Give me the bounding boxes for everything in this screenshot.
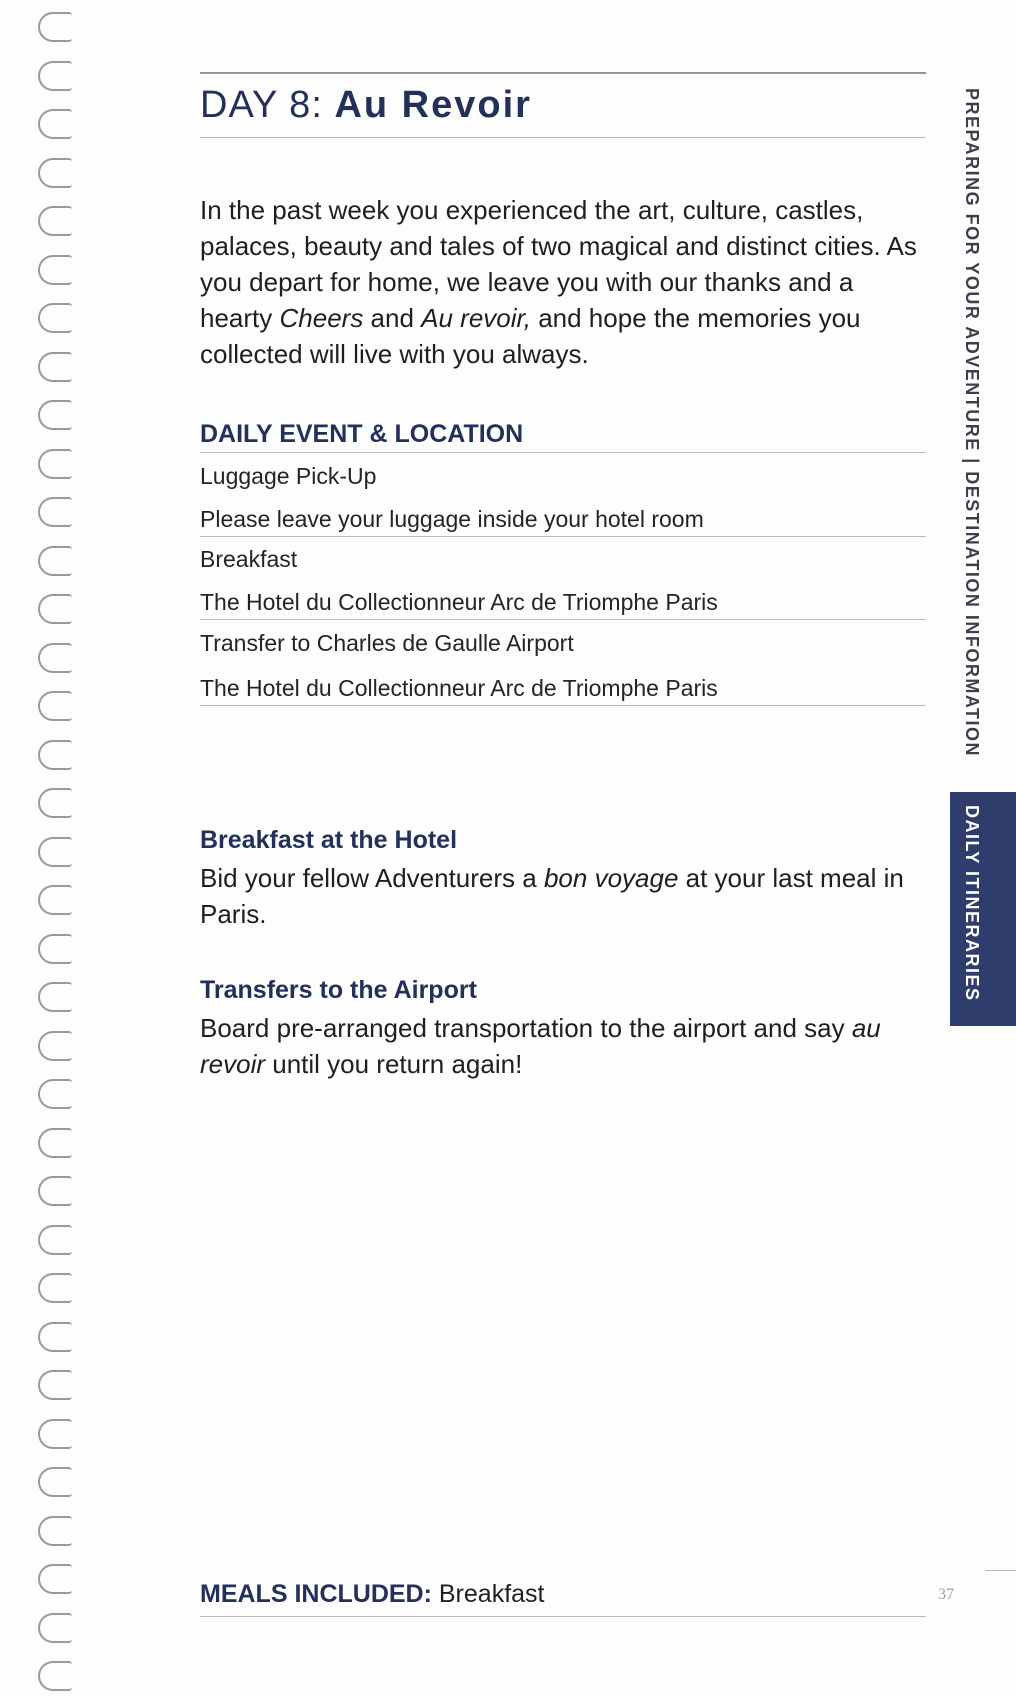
binding-ring: [38, 546, 72, 576]
page-number-rule: [985, 1570, 1016, 1571]
event-name: Transfer to Charles de Gaulle Airport: [200, 630, 574, 656]
binding-ring: [38, 740, 72, 770]
spiral-binding: [30, 0, 90, 1697]
breakfast-description: [200, 860, 930, 932]
binding-ring: [38, 400, 72, 430]
events-heading-rule: [200, 452, 926, 453]
transfers-heading: Transfers to the Airport: [200, 976, 477, 1004]
binding-ring: [38, 1128, 72, 1158]
binding-ring: [38, 303, 72, 333]
breakfast-heading: Breakfast at the Hotel: [200, 826, 458, 854]
binding-ring: [38, 691, 72, 721]
title-top-rule: [200, 72, 926, 74]
binding-ring: [38, 1613, 72, 1643]
transfers-text-1: Board pre-arranged transportation to the airport and say: [200, 1013, 852, 1043]
meals-value: Breakfast: [431, 1580, 545, 1608]
section-tab-label: DAILY ITINERARIES: [962, 805, 982, 1002]
page-number: 37: [938, 1586, 954, 1603]
section-nav-text: PREPARING FOR YOUR ADVENTURE | DESTINATION INFORMATION: [962, 88, 982, 758]
transfers-text-2: until you return again!: [265, 1049, 523, 1079]
binding-ring: [38, 1419, 72, 1449]
binding-ring: [38, 1176, 72, 1206]
binding-ring: [38, 255, 72, 285]
binding-ring: [38, 1079, 72, 1109]
event-name: Luggage Pick-Up: [200, 463, 377, 489]
day-prefix: DAY 8:: [200, 84, 335, 126]
binding-ring: [38, 1031, 72, 1061]
intro-text-1: In the past week you experienced the art, culture, castles, palaces, beauty and tales of two magical and distinct cities. As you depart for home, we leave you with our thanks and a hearty: [200, 195, 917, 333]
transfers-description: [200, 1010, 930, 1082]
binding-ring: [38, 934, 72, 964]
binding-ring: [38, 61, 72, 91]
intro-text-3: and hope the memories you collected will live with you always.: [200, 303, 861, 369]
event-divider: [200, 619, 926, 620]
binding-ring: [38, 1273, 72, 1303]
intro-italic-1: Cheers: [279, 303, 364, 333]
binding-ring: [38, 837, 72, 867]
page-title: [200, 84, 532, 127]
binding-ring: [38, 885, 72, 915]
binding-ring: [38, 1661, 72, 1691]
binding-ring: [38, 643, 72, 673]
binding-ring: [38, 594, 72, 624]
section-tab-active: [950, 792, 1016, 1026]
transfers-italic: au revoir: [200, 1013, 881, 1079]
intro-italic-2: Au revoir,: [421, 303, 531, 333]
binding-ring: [38, 1564, 72, 1594]
breakfast-text-2: at your last meal in Paris.: [200, 863, 904, 929]
binding-ring: [38, 1516, 72, 1546]
event-location: The Hotel du Collectionneur Arc de Triomphe Paris: [200, 589, 718, 615]
meals-label: MEALS INCLUDED:: [200, 1580, 432, 1608]
binding-ring: [38, 158, 72, 188]
binding-ring: [38, 1322, 72, 1352]
event-name: Breakfast: [200, 546, 298, 572]
event-divider: [200, 705, 926, 706]
binding-ring: [38, 788, 72, 818]
binding-ring: [38, 497, 72, 527]
events-heading: DAILY EVENT & LOCATION: [200, 420, 524, 448]
binding-ring: [38, 1225, 72, 1255]
binding-ring: [38, 206, 72, 236]
intro-text-2: and: [363, 303, 422, 333]
meals-rule: [200, 1616, 926, 1617]
intro-paragraph: [200, 192, 930, 372]
breakfast-italic: bon voyage: [543, 863, 679, 893]
event-location: Please leave your luggage inside your hotel room: [200, 506, 704, 532]
event-location: The Hotel du Collectionneur Arc de Triomphe Paris: [200, 675, 718, 701]
event-divider: [200, 536, 926, 537]
binding-ring: [38, 1370, 72, 1400]
binding-ring: [38, 1467, 72, 1497]
binding-ring: [38, 449, 72, 479]
meals-included: [200, 1580, 545, 1609]
breakfast-text-1: Bid your fellow Adventurers a: [200, 863, 544, 893]
binding-ring: [38, 109, 72, 139]
binding-ring: [38, 982, 72, 1012]
binding-ring: [38, 352, 72, 382]
title-bottom-rule: [200, 137, 926, 138]
day-title: Au Revoir: [334, 84, 532, 126]
binding-ring: [38, 12, 72, 42]
